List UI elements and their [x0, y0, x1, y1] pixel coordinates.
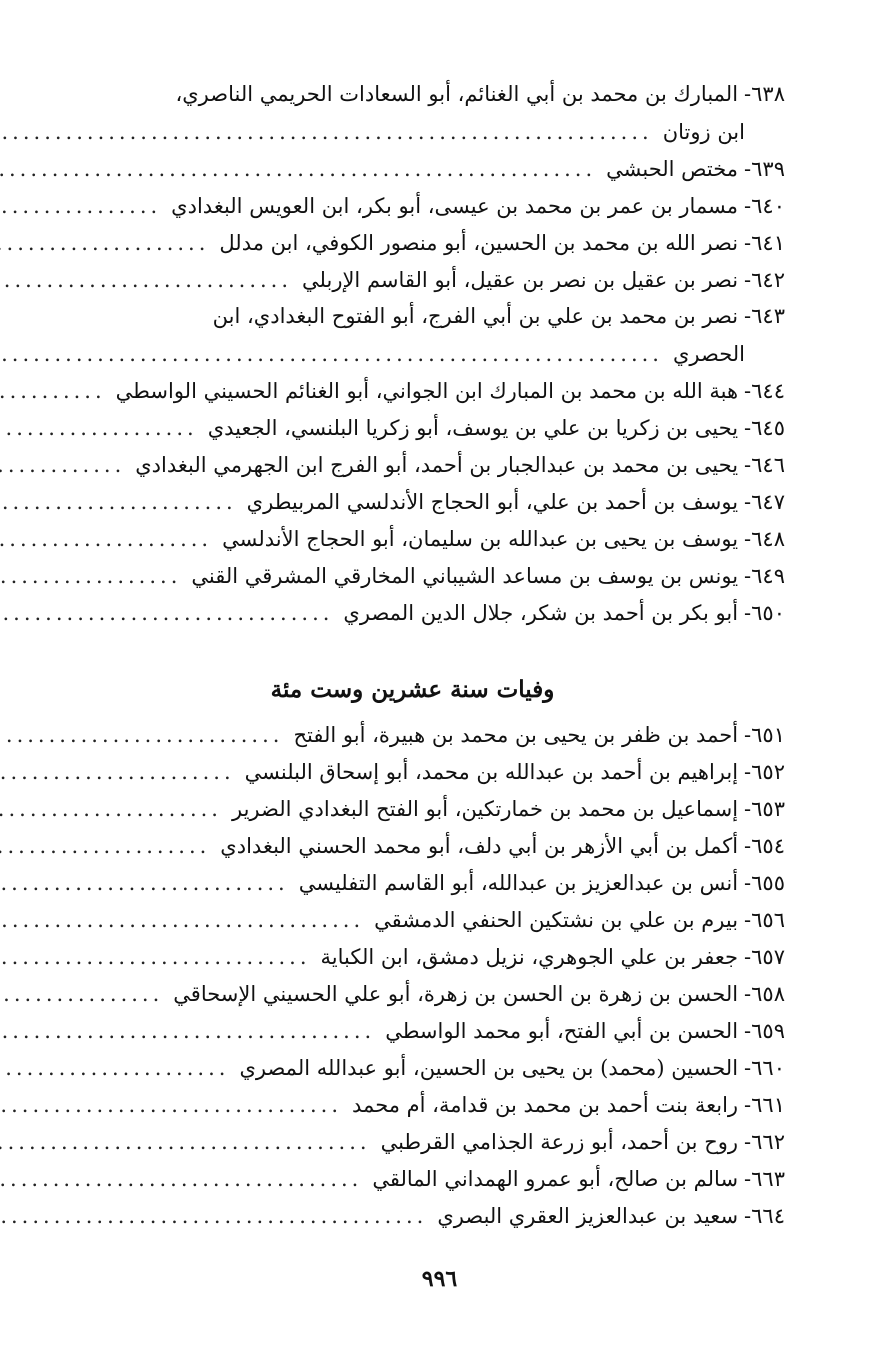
entry-text: هبة الله بن محمد بن المبارك ابن الجواني، أبو الغنائم الحسيني الواسطي	[115, 379, 739, 403]
entry-text: رابعة بنت أحمد بن محمد بن قدامة، أم محمد	[352, 1093, 739, 1117]
list-item	[40, 1049, 785, 1086]
entry-number: ٦٥٠-	[744, 601, 785, 625]
dot-leader	[0, 1198, 427, 1235]
entry-text: نصر الله بن محمد بن الحسين، أبو منصور الكوفي، ابن مدلل	[219, 231, 739, 255]
list-item	[40, 261, 785, 298]
list-item	[40, 864, 785, 901]
dot-leader	[0, 114, 653, 151]
dot-leader	[0, 976, 163, 1013]
entry-text: سالم بن صالح، أبو عمرو الهمداني المالقي	[372, 1167, 739, 1191]
entry-text: نصر بن محمد بن علي بن أبي الفرج، أبو الفتوح البغدادي، ابن	[212, 304, 739, 328]
list-item	[40, 409, 785, 446]
list-item-continuation	[40, 335, 785, 372]
list-item	[40, 298, 785, 335]
dot-leader	[0, 902, 364, 939]
entry-text: أكمل بن أبي الأزهر بن أبي دلف، أبو محمد الحسني البغدادي	[220, 834, 739, 858]
entry-text: إبراهيم بن أحمد بن عبدالله بن محمد، أبو إسحاق البلنسي	[244, 760, 739, 784]
dot-leader	[0, 484, 237, 521]
entry-text: الحسن بن أبي الفتح، أبو محمد الواسطي	[385, 1019, 739, 1043]
entry-text: مختص الحبشي	[606, 157, 739, 181]
entry-text: جعفر بن علي الجوهري، نزيل دمشق، ابن الكباية	[320, 945, 739, 969]
list-item	[40, 938, 785, 975]
list-item	[40, 76, 785, 113]
entry-text: المبارك بن محمد بن أبي الغنائم، أبو السعادات الحريمي الناصري،	[175, 82, 739, 106]
dot-leader	[0, 791, 222, 828]
entry-number: ٦٥٧-	[744, 945, 785, 969]
entry-text: أبو بكر بن أحمد بن شكر، جلال الدين المصري	[343, 601, 739, 625]
entry-number: ٦٦١-	[744, 1093, 785, 1117]
entry-number: ٦٤٩-	[744, 564, 785, 588]
entry-number: ٦٥٨-	[744, 982, 785, 1006]
list-item	[40, 446, 785, 483]
entry-text: يونس بن يوسف بن مساعد الشيباني المخارقي المشرقي القني	[191, 564, 739, 588]
list-item	[40, 975, 785, 1012]
dot-leader	[0, 1050, 229, 1087]
dot-leader	[0, 410, 198, 447]
entry-text: الحصري	[672, 342, 745, 366]
list-item	[40, 827, 785, 864]
page-number: ٩٩٦	[421, 1266, 458, 1292]
entry-number: ٦٥١-	[744, 723, 785, 747]
dot-leader	[0, 1087, 342, 1124]
entry-number: ٦٤٤-	[744, 379, 785, 403]
entry-number: ٦٥٤-	[744, 834, 785, 858]
entry-number: ٦٤٠-	[744, 194, 785, 218]
dot-leader	[0, 151, 596, 188]
list-item	[40, 716, 785, 753]
entry-text: الحسن بن زهرة بن الحسن بن زهرة، أبو علي الحسيني الإسحاقي	[173, 982, 739, 1006]
entry-text: إسماعيل بن محمد بن خمارتكين، أبو الفتح البغدادي الضرير	[231, 797, 739, 821]
entry-number: ٦٤١-	[744, 231, 785, 255]
dot-leader	[0, 521, 212, 558]
entry-number: ٦٤٥-	[744, 416, 785, 440]
entry-number: ٦٤٨-	[744, 527, 785, 551]
list-item	[40, 1197, 785, 1234]
entry-text: روح بن أحمد، أبو زرعة الجذامي القرطبي	[380, 1130, 739, 1154]
dot-leader	[0, 1124, 371, 1161]
entry-text: يوسف بن يحيى بن عبدالله بن سليمان، أبو الحجاج الأندلسي	[222, 527, 739, 551]
list-item	[40, 1123, 785, 1160]
list-item	[40, 150, 785, 187]
list-item	[40, 1086, 785, 1123]
entry-text: أحمد بن ظفر بن يحيى بن محمد بن هبيرة، أبو الفتح	[293, 723, 739, 747]
dot-leader	[0, 717, 283, 754]
entry-text: سعيد بن عبدالعزيز العقري البصري	[437, 1204, 739, 1228]
entry-number: ٦٤٣-	[744, 304, 785, 328]
entry-number: ٦٥٦-	[744, 908, 785, 932]
list-item	[40, 594, 785, 631]
entry-text: بيرم بن علي بن نشتكين الحنفي الدمشقي	[374, 908, 739, 932]
entries-list-section-2	[40, 716, 785, 1234]
entry-number: ٦٦٣-	[744, 1167, 785, 1191]
dot-leader	[0, 1161, 362, 1198]
list-item	[40, 187, 785, 224]
entry-number: ٦٤٦-	[744, 453, 785, 477]
list-item-continuation	[40, 113, 785, 150]
entry-text: نصر بن عقيل بن نصر بن عقيل، أبو القاسم الإربلي	[302, 268, 739, 292]
entry-number: ٦٣٩-	[744, 157, 785, 181]
entry-number: ٦٣٨-	[744, 82, 785, 106]
list-item	[40, 557, 785, 594]
entry-number: ٦٤٢-	[744, 268, 785, 292]
list-item	[40, 520, 785, 557]
entry-text: يوسف بن أحمد بن علي، أبو الحجاج الأندلسي المربيطري	[246, 490, 739, 514]
entry-number: ٦٦٤-	[744, 1204, 785, 1228]
dot-leader	[0, 225, 209, 262]
list-item	[40, 372, 785, 409]
list-item	[40, 753, 785, 790]
dot-leader	[0, 1013, 375, 1050]
entry-number: ٦٦٢-	[744, 1130, 785, 1154]
entry-text: أنس بن عبدالعزيز بن عبدالله، أبو القاسم التفليسي	[298, 871, 739, 895]
dot-leader	[0, 262, 292, 299]
entry-text: الحسين (محمد) بن يحيى بن الحسين، أبو عبدالله المصري	[239, 1056, 739, 1080]
list-item	[40, 901, 785, 938]
entry-text: ابن زوتان	[662, 120, 745, 144]
dot-leader	[0, 595, 333, 632]
dot-leader	[0, 939, 311, 976]
entry-number: ٦٥٩-	[744, 1019, 785, 1043]
entries-list-section-1	[40, 76, 785, 631]
dot-leader	[0, 754, 235, 791]
entry-text: يحيى بن محمد بن عبدالجبار بن أحمد، أبو الفرج ابن الجهرمي البغدادي	[135, 453, 739, 477]
section-heading: وفيات سنة عشرين وست مئة	[270, 676, 555, 703]
entry-number: ٦٥٥-	[744, 871, 785, 895]
list-item	[40, 790, 785, 827]
dot-leader	[0, 373, 106, 410]
list-item	[40, 224, 785, 261]
entry-number: ٦٥٢-	[744, 760, 785, 784]
list-item	[40, 483, 785, 520]
entry-text: مسمار بن عمر بن محمد بن عيسى، أبو بكر، ابن العويس البغدادي	[171, 194, 739, 218]
entry-number: ٦٦٠-	[744, 1056, 785, 1080]
dot-leader	[0, 828, 210, 865]
dot-leader	[0, 447, 125, 484]
dot-leader	[0, 188, 161, 225]
entry-number: ٦٥٣-	[744, 797, 785, 821]
dot-leader	[0, 865, 289, 902]
list-item	[40, 1012, 785, 1049]
entry-text: يحيى بن زكريا بن علي بن يوسف، أبو زكريا البلنسي، الجعيدي	[207, 416, 739, 440]
list-item	[40, 1160, 785, 1197]
dot-leader	[0, 558, 181, 595]
entry-number: ٦٤٧-	[744, 490, 785, 514]
dot-leader	[0, 336, 663, 373]
